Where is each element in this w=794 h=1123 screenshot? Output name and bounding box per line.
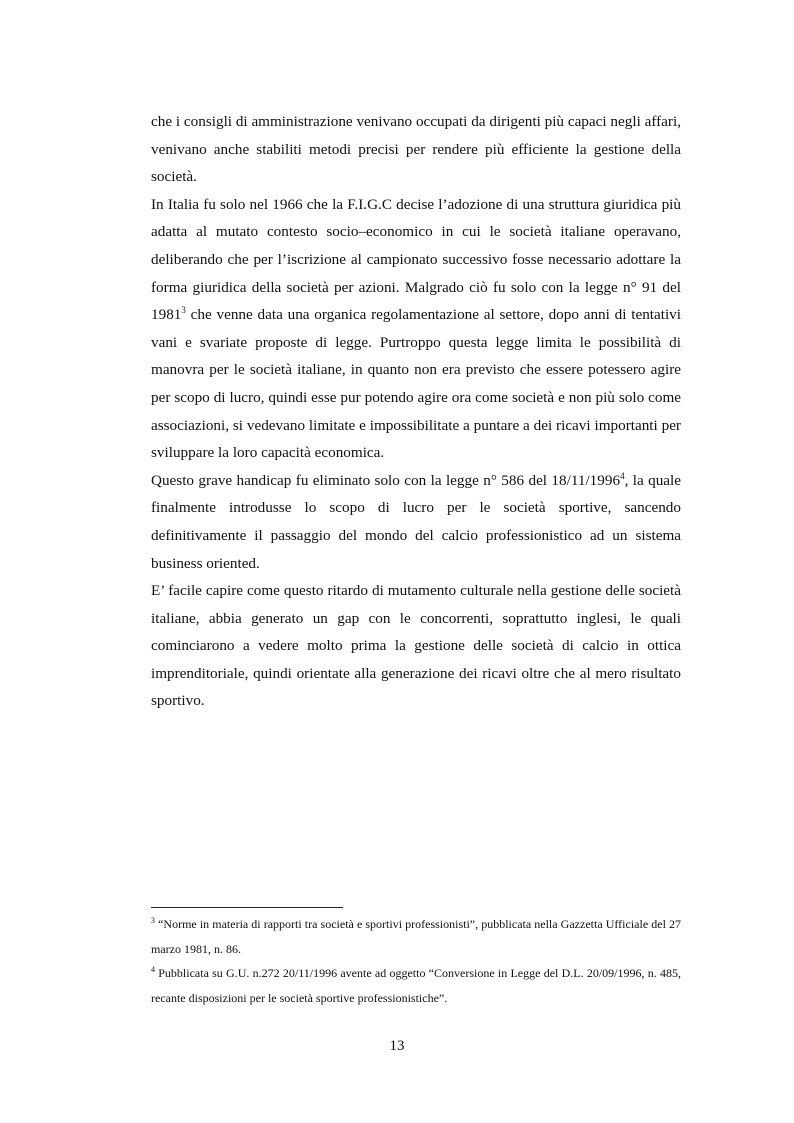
footnotes [151, 912, 681, 1010]
footnote-4-text: Pubblicata su G.U. n.272 20/11/1996 avente ad oggetto “Conversione in Legge del D.L. 20/09/1996, n. 485, recante disposizioni per le società sportive professionistiche”. [151, 966, 681, 1005]
footnote-3-text: “Norme in materia di rapporti tra società e sportivi professionisti”, pubblicata nella Gazzetta Ufficiale del 27 marzo 1981, n. 86. [151, 917, 681, 956]
footnote-separator [151, 907, 343, 908]
paragraph-3-text-b: , la quale finalmente introdusse lo scopo di lucro per le società sportive, sancendo definitivamente il passaggio del mondo del calcio professionistico ad un sistema business oriented. [151, 471, 681, 572]
paragraph-2 [151, 191, 681, 467]
footnote-mark-3: 3 [151, 916, 155, 925]
paragraph-1 [151, 108, 681, 191]
footnote-ref-4[interactable]: 4 [620, 470, 625, 481]
footnote-ref-3[interactable]: 3 [181, 305, 186, 316]
footnote-4 [151, 961, 681, 1010]
page-number: 13 [389, 1038, 405, 1054]
footnote-mark-4: 4 [151, 965, 155, 974]
body-text [151, 108, 681, 715]
paragraph-3 [151, 467, 681, 577]
paragraph-2-text-b: che venne data una organica regolamentazione al settore, dopo anni di tentativi vani e svariate proposte di legge. Purtroppo questa legge limita le possibilità di manovra per le società italiane, in quanto non era previsto che essere potessero agire per scopo di lucro, quindi esse pur potendo agire ora come società e non più solo come associazioni, si vedevano limitate e impossibilitate a puntare a dei ricavi importanti per sviluppare la loro capacità economica. [151, 306, 681, 462]
paragraph-1-text: che i consigli di amministrazione venivano occupati da dirigenti più capaci negli affari, venivano anche stabiliti metodi precisi per rendere più efficiente la gestione della società. [151, 113, 681, 186]
paragraph-2-text-a: In Italia fu solo nel 1966 che la F.I.G.C decise l’adozione di una struttura giuridica più adatta al mutato contesto socio–economico in cui le società italiane operavano, deliberando che per l’iscrizione al campionato successivo fosse necessario adottare la forma giuridica della società per azioni. Malgrado ciò fu solo con la legge n° 91 del 1981 [151, 195, 681, 324]
paragraph-3-text-a: Questo grave handicap fu eliminato solo con la legge n° 586 del 18/11/1996 [151, 471, 621, 489]
paragraph-4-text: E’ facile capire come questo ritardo di mutamento culturale nella gestione delle società italiane, abbia generato un gap con le concorrenti, soprattutto inglesi, le quali cominciarono a vedere molto prima la gestione delle società di calcio in ottica imprenditoriale, quindi orientate alla generazione dei ricavi oltre che al mero risultato sportivo. [151, 582, 681, 710]
footnote-3 [151, 912, 681, 961]
paragraph-4 [151, 577, 681, 715]
